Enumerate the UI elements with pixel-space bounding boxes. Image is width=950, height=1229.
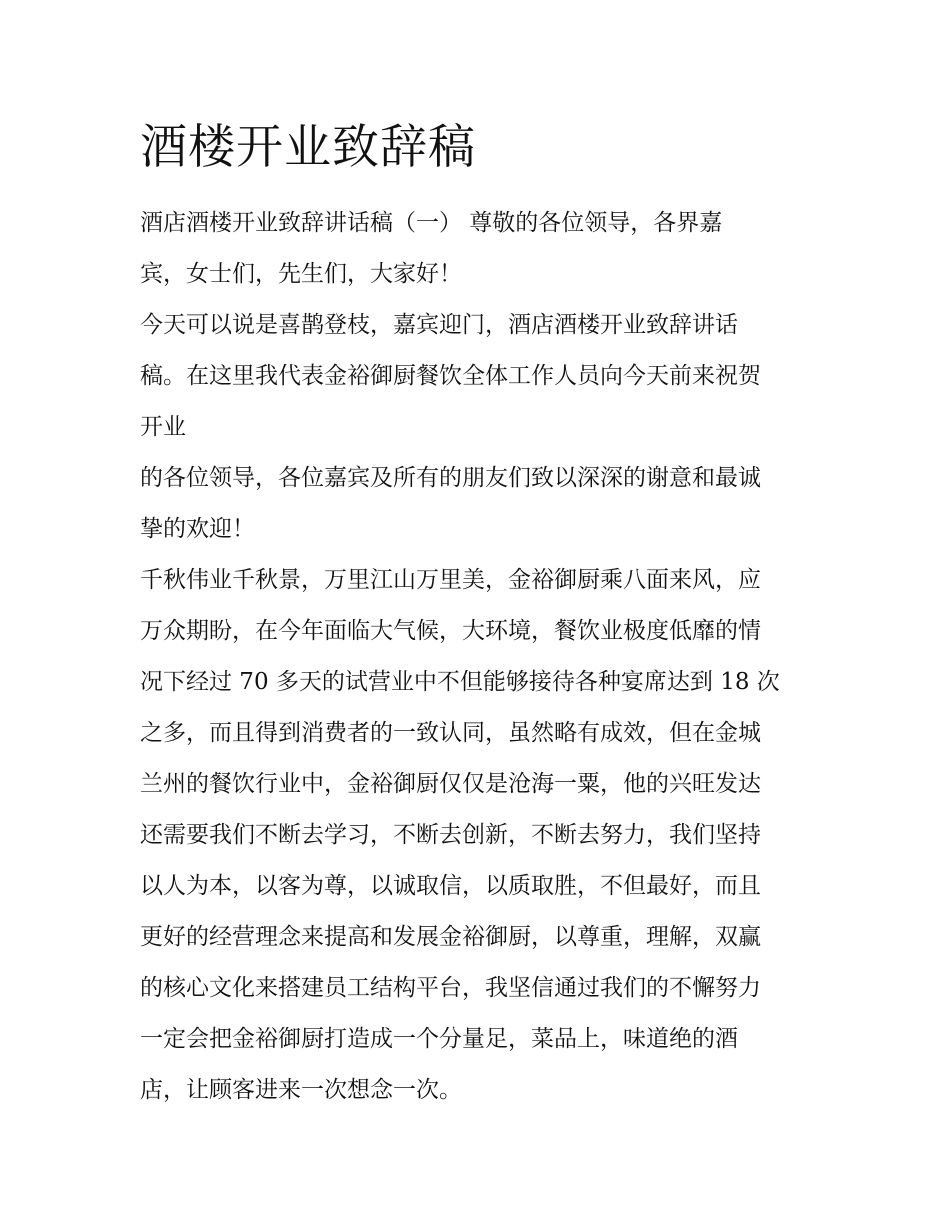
document-body bbox=[140, 198, 815, 1116]
text-line: 稿。在这里我代表金裕御厨餐饮全体工作人员向今天前来祝贺 bbox=[140, 363, 761, 389]
text-line: 宾，女士们，先生们，大家好！ bbox=[140, 261, 462, 287]
text-line: 以人为本，以客为尊，以诚取信，以质取胜，不但最好，而且 bbox=[140, 873, 761, 899]
text-line: 况下经过 70 多天的试营业中不但能够接待各种宴席达到 18 次 bbox=[140, 669, 780, 695]
text-line: 更好的经营理念来提高和发展金裕御厨，以尊重，理解，双赢 bbox=[140, 924, 761, 950]
text-line: 今天可以说是喜鹊登枝，嘉宾迎门，酒店酒楼开业致辞讲话 bbox=[140, 312, 738, 338]
text-line: 还需要我们不断去学习，不断去创新，不断去努力，我们坚持 bbox=[140, 822, 761, 848]
text-line: 千秋伟业千秋景，万里江山万里美，金裕御厨乘八面来风，应 bbox=[140, 567, 761, 593]
text-line: 挚的欢迎！ bbox=[140, 516, 255, 542]
text-line: 兰州的餐饮行业中，金裕御厨仅仅是沧海一粟，他的兴旺发达 bbox=[140, 771, 761, 797]
text-line: 酒店酒楼开业致辞讲话稿（一） 尊敬的各位领导，各界嘉 bbox=[140, 210, 723, 236]
text-line: 开业 bbox=[140, 414, 186, 440]
text-line: 万众期盼，在今年面临大气候，大环境，餐饮业极度低靡的情 bbox=[140, 618, 761, 644]
text-line: 的核心文化来搭建员工结构平台，我坚信通过我们的不懈努力 bbox=[140, 975, 761, 1001]
document-title: 酒楼开业致辞稿 bbox=[140, 120, 476, 175]
text-line: 的各位领导，各位嘉宾及所有的朋友们致以深深的谢意和最诚 bbox=[140, 465, 761, 491]
text-line: 之多，而且得到消费者的一致认同，虽然略有成效，但在金城 bbox=[140, 720, 761, 746]
text-line: 店，让顾客进来一次想念一次。 bbox=[140, 1077, 462, 1103]
text-line: 一定会把金裕御厨打造成一个分量足，菜品上，味道绝的酒 bbox=[140, 1026, 738, 1052]
